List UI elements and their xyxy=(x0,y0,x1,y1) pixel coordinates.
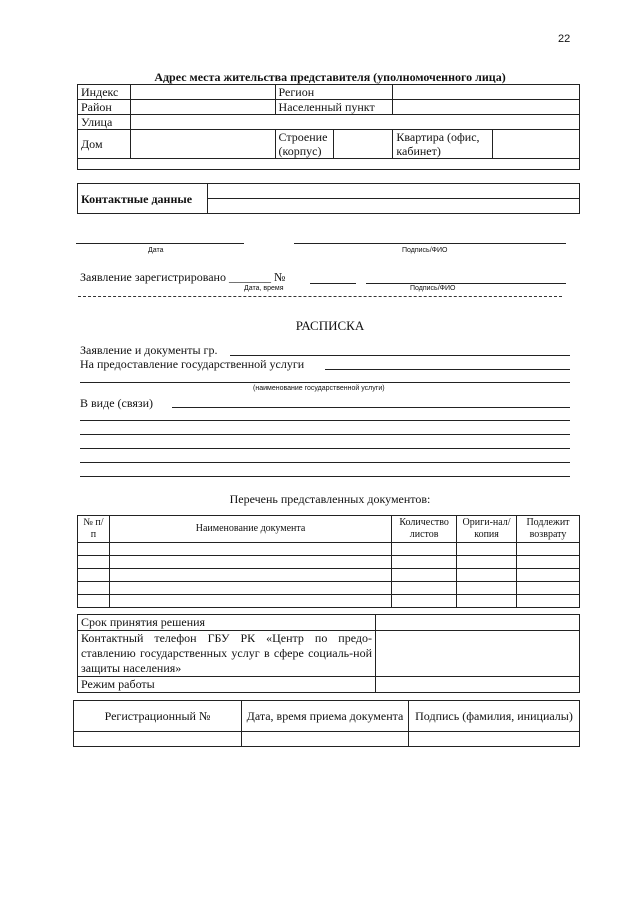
col-document-name: Наименование документа xyxy=(109,516,391,543)
reg-number-label: Регистрационный № xyxy=(74,701,242,732)
region-label: Регион xyxy=(275,85,393,100)
receipt-line2-field[interactable] xyxy=(325,369,570,370)
decision-term-label: Срок принятия решения xyxy=(78,615,376,631)
district-field[interactable] xyxy=(130,100,275,115)
reg-signature-field[interactable] xyxy=(409,732,580,747)
settlement-field[interactable] xyxy=(393,100,580,115)
apartment-label: Квартира (офис, кабинет) xyxy=(393,130,493,159)
documents-title: Перечень представленных документов: xyxy=(229,492,431,506)
street-label: Улица xyxy=(78,115,131,130)
building-label: Строение (корпус) xyxy=(275,130,333,159)
signature-line[interactable] xyxy=(294,243,566,244)
receipt-line3-field[interactable] xyxy=(172,407,570,408)
registered-sign-caption: Подпись/ФИО xyxy=(410,285,456,292)
address-table xyxy=(77,84,580,170)
building-field[interactable] xyxy=(333,130,393,159)
registered-sign-line[interactable] xyxy=(366,283,566,284)
registration-table xyxy=(73,700,580,747)
schedule-label: Режим работы xyxy=(78,677,376,693)
receipt-extra-line-5[interactable] xyxy=(80,476,570,477)
receipt-extra-line-1[interactable] xyxy=(80,420,570,421)
table-row[interactable] xyxy=(78,595,580,608)
district-label: Район xyxy=(78,100,131,115)
receipt-line3: В виде (связи) xyxy=(80,396,154,410)
address-section-title: Адрес места жительства представителя (уполномоченного лица) xyxy=(154,70,506,84)
phone-label: Контактный телефон ГБУ РК «Центр по предо-ставлению государственных услуг в сфере социаль-ной защиты населения» xyxy=(78,631,376,677)
table-row[interactable] xyxy=(78,556,580,569)
signature-caption: Подпись/ФИО xyxy=(402,247,448,254)
receipt-line2: На предоставление государственной услуги xyxy=(80,357,305,371)
contact-field-1[interactable] xyxy=(208,184,580,199)
contact-table xyxy=(77,183,580,214)
page-number: 22 xyxy=(558,33,571,45)
receipt-line1: Заявление и документы гр. xyxy=(80,343,218,357)
house-label: Дом xyxy=(78,130,131,159)
schedule-field[interactable] xyxy=(376,677,580,693)
region-field[interactable] xyxy=(393,85,580,100)
contact-label: Контактные данные xyxy=(78,184,208,214)
service-caption: (наименование государственной услуги) xyxy=(253,385,385,392)
address-spacer-row xyxy=(78,159,580,170)
receipt-line1-field[interactable] xyxy=(230,355,570,356)
index-label: Индекс xyxy=(78,85,131,100)
reg-signature-label: Подпись (фамилия, инициалы) xyxy=(409,701,580,732)
reg-number-field[interactable] xyxy=(74,732,242,747)
receipt-extra-line-4[interactable] xyxy=(80,462,570,463)
reg-datetime-label: Дата, время приема документа xyxy=(242,701,409,732)
contact-field-2[interactable] xyxy=(208,199,580,214)
index-field[interactable] xyxy=(130,85,275,100)
date-caption: Дата xyxy=(148,247,164,254)
table-row[interactable] xyxy=(78,569,580,582)
documents-table xyxy=(77,515,580,608)
col-original-copy: Ориги-нал/копия xyxy=(457,516,517,543)
cut-line xyxy=(78,296,562,297)
service-line[interactable] xyxy=(80,382,570,383)
decision-term-field[interactable] xyxy=(376,615,580,631)
registered-text: Заявление зарегистрировано _______ № xyxy=(80,270,286,284)
col-sheets: Количество листов xyxy=(392,516,457,543)
col-return: Подлежит возврату xyxy=(517,516,580,543)
date-line[interactable] xyxy=(76,243,244,244)
receipt-title: РАСПИСКА xyxy=(295,318,365,333)
table-row[interactable] xyxy=(78,543,580,556)
table-row[interactable] xyxy=(78,582,580,595)
settlement-label: Населенный пункт xyxy=(275,100,393,115)
col-number: № п/п xyxy=(78,516,110,543)
info-table xyxy=(77,614,580,693)
receipt-extra-line-3[interactable] xyxy=(80,448,570,449)
registered-number-line[interactable] xyxy=(310,283,356,284)
phone-field[interactable] xyxy=(376,631,580,677)
house-field[interactable] xyxy=(130,130,275,159)
reg-datetime-field[interactable] xyxy=(242,732,409,747)
apartment-field[interactable] xyxy=(493,130,580,159)
receipt-extra-line-2[interactable] xyxy=(80,434,570,435)
registered-datetime-caption: Дата, время xyxy=(244,285,284,292)
street-field[interactable] xyxy=(130,115,579,130)
